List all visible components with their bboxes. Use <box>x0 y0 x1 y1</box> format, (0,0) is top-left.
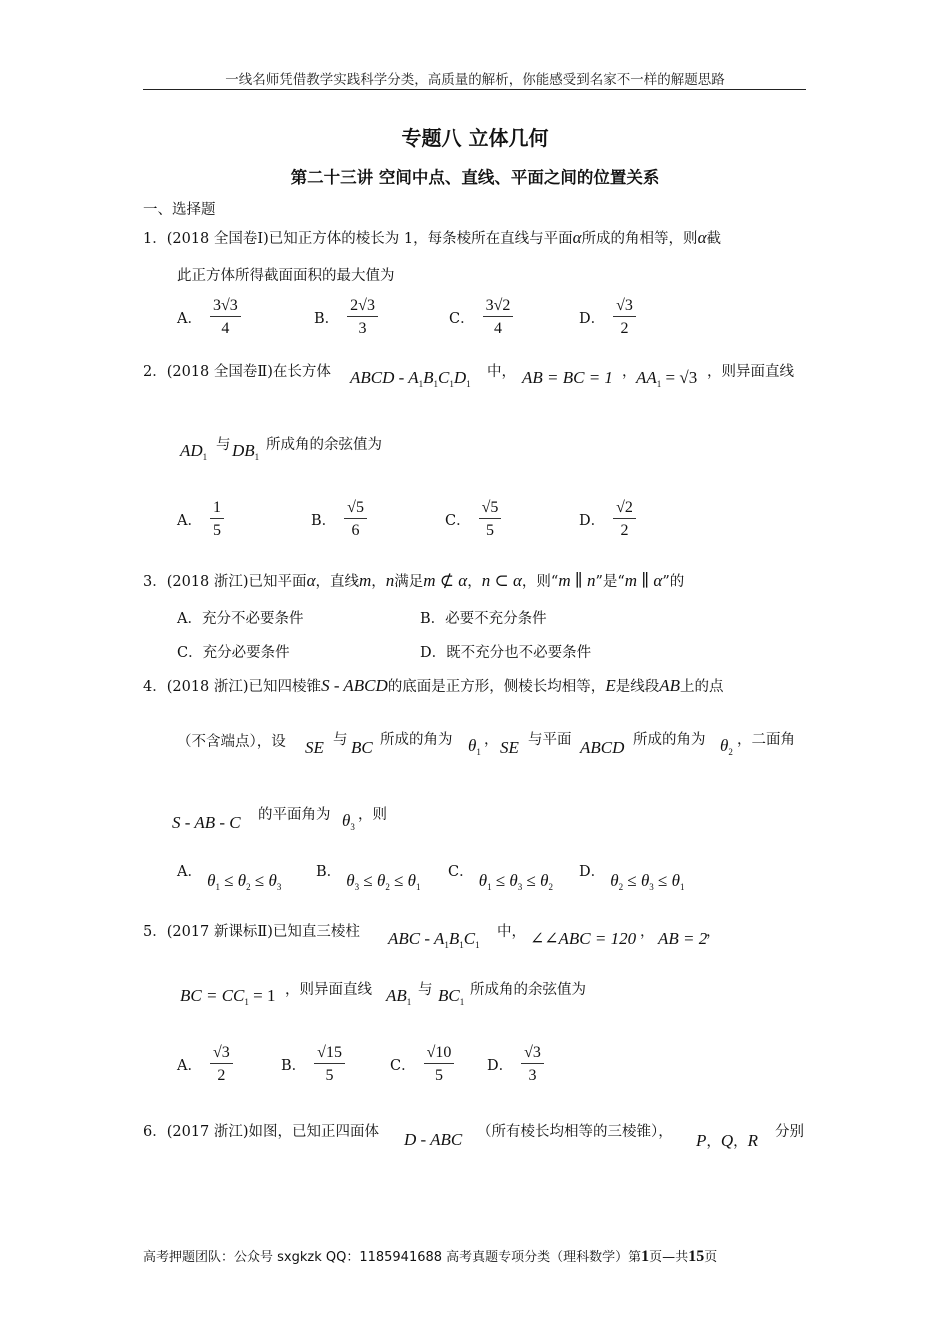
q5-bc1: $BC_1$ <box>438 986 465 1007</box>
q2-stem-line1: 2．(2018 全国卷Ⅱ)在长方体 <box>143 364 331 380</box>
q4-theta1: $\theta_1$ <box>468 736 481 757</box>
q2-option-c[interactable]: C． $\frac{√5}{5}$ <box>445 498 501 540</box>
q4-dihedral: S - AB - C <box>172 813 241 832</box>
q5-option-b[interactable]: B． $\frac{√15}{5}$ <box>281 1043 345 1085</box>
q3-option-d[interactable]: D．既不充分也不必要条件 <box>420 645 592 661</box>
q4-se-2: SE <box>500 738 519 757</box>
q1-stem-line1: 1．(2018 全国卷Ⅰ)已知正方体的棱长为 1，每条棱所在直线与平面α所成的角相等，则α截 <box>143 228 721 247</box>
lecture-title: 第二十三讲 空间中点、直线、平面之间的位置关系 <box>290 168 660 187</box>
q2-formula-3: $AA_1 = √3$ <box>636 368 698 389</box>
q2-formula-2: AB = BC = 1 <box>522 368 613 387</box>
q5-ab1: $AB_1$ <box>386 986 412 1007</box>
q4-option-d[interactable]: D． $\theta_2 \le \theta_3 \le \theta_1$ <box>579 864 685 892</box>
q4-bc: BC <box>351 738 373 757</box>
q4-theta2: $\theta_2$ <box>720 736 733 757</box>
header-rule <box>143 89 806 90</box>
q4-option-c[interactable]: C． $\theta_1 \le \theta_3 \le \theta_2$ <box>448 864 553 892</box>
q4-stem-line2: （不含端点），设 <box>177 734 286 750</box>
q4-theta3: $\theta_3$ <box>342 811 355 832</box>
page-footer: 高考押题团队：公众号 sxgkzk QQ：1185941688 高考真题专项分类（理科数学）第1页—共15页 <box>143 1248 718 1265</box>
q5-cos-text: 所成角的余弦值为 <box>470 982 586 998</box>
q5-angle: ∠∠ABC = 120 <box>530 929 637 948</box>
q2-formula-1: ABCD - $A_1B_1C_1D_1$ <box>350 368 471 389</box>
q3-option-a[interactable]: A．充分不必要条件 <box>177 611 304 627</box>
q2-comma: ， <box>622 364 637 380</box>
q6-paren: （所有棱长均相等的三棱锥）， <box>477 1124 673 1140</box>
q4-angle-text2: 所成的角为 <box>633 732 706 748</box>
q1-option-a[interactable]: A． $\frac{3√3}{4}$ <box>177 296 241 338</box>
q6-respectively: 分别 <box>775 1124 804 1140</box>
q3-option-c[interactable]: C．充分必要条件 <box>177 645 290 661</box>
page-title: 专题八 立体几何 <box>401 126 549 150</box>
q2-option-b[interactable]: B． $\frac{√5}{6}$ <box>311 498 367 540</box>
q4-stem-line1: 4．(2018 浙江)已知四棱锥S - ABCD的底面是正方形，侧棱长均相等，E是线段AB上的点 <box>143 676 724 695</box>
q4-se: SE <box>305 738 324 757</box>
q4-abcd: ABCD <box>580 738 625 757</box>
q2-option-a[interactable]: A． $\frac{1}{5}$ <box>177 498 224 540</box>
q5-ab: AB = 2 <box>658 929 708 948</box>
q4-then: ，则 <box>358 807 387 823</box>
q6-pqr: P，Q，R <box>696 1131 759 1150</box>
q4-angle-text1: 所成的角为 <box>380 732 453 748</box>
q2-stem-line2: 所成角的余弦值为 <box>266 437 382 453</box>
section-heading: 一、选择题 <box>143 202 216 218</box>
q2-option-d[interactable]: D． $\frac{√2}{2}$ <box>579 498 636 540</box>
q5-comma: ， <box>640 924 655 940</box>
q5-yu: 与 <box>418 982 433 998</box>
q2-text-yu: 与 <box>216 437 231 453</box>
q1-option-b[interactable]: B． $\frac{2√3}{3}$ <box>314 296 378 338</box>
q3-option-b[interactable]: B．必要不充分条件 <box>420 611 547 627</box>
q1-option-d[interactable]: D． $\frac{√3}{2}$ <box>579 296 636 338</box>
q2-db1: $DB_1$ <box>232 441 260 462</box>
q5-bc: BC = $CC_1 = 1$ <box>180 986 276 1007</box>
header-banner: 一线名师凭借教学实践科学分类，高质量的解析，你能感受到名家不一样的解题思路 <box>225 72 725 88</box>
q5-zhong: 中， <box>497 924 526 940</box>
q6-tetrahedron: D - ABC <box>404 1130 463 1149</box>
q4-option-b[interactable]: B． $\theta_3 \le \theta_2 \le \theta_1$ <box>316 864 421 892</box>
q4-dihedral-text: ，二面角 <box>737 732 795 748</box>
q6-stem: 6．(2017 浙江)如图，已知正四面体 <box>143 1124 380 1140</box>
q5-option-a[interactable]: A． $\frac{√3}{2}$ <box>177 1043 233 1085</box>
q4-comma: ， <box>484 732 499 748</box>
q2-text-zhong: 中， <box>487 364 516 380</box>
q5-stem-line2: ，则异面直线 <box>285 982 372 998</box>
q5-stem-line1: 5．(2017 新课标Ⅱ)已知直三棱柱 <box>143 924 360 940</box>
q4-option-a[interactable]: A． $\theta_1 \le \theta_2 \le \theta_3$ <box>177 864 282 892</box>
q5-prism: ABC - $A_1B_1C_1$ <box>388 929 480 950</box>
q5-comma-2: ， <box>706 924 721 940</box>
q1-stem-line2: 此正方体所得截面面积的最大值为 <box>177 268 395 284</box>
q4-plane-text: 与平面 <box>528 732 572 748</box>
q2-text-suffix: ，则异面直线 <box>707 364 794 380</box>
q1-option-c[interactable]: C． $\frac{3√2}{4}$ <box>449 296 513 338</box>
q5-option-c[interactable]: C． $\frac{√10}{5}$ <box>390 1043 454 1085</box>
q4-yu: 与 <box>333 732 348 748</box>
q5-option-d[interactable]: D． $\frac{√3}{3}$ <box>487 1043 544 1085</box>
q4-plane-angle-text: 的平面角为 <box>258 807 331 823</box>
q2-ad1: $AD_1$ <box>180 441 208 462</box>
q3-stem: 3．(2018 浙江)已知平面α，直线m，n满足m ⊄ α，n ⊂ α，则“m ∥ n”是“m ∥ α”的 <box>143 571 685 590</box>
